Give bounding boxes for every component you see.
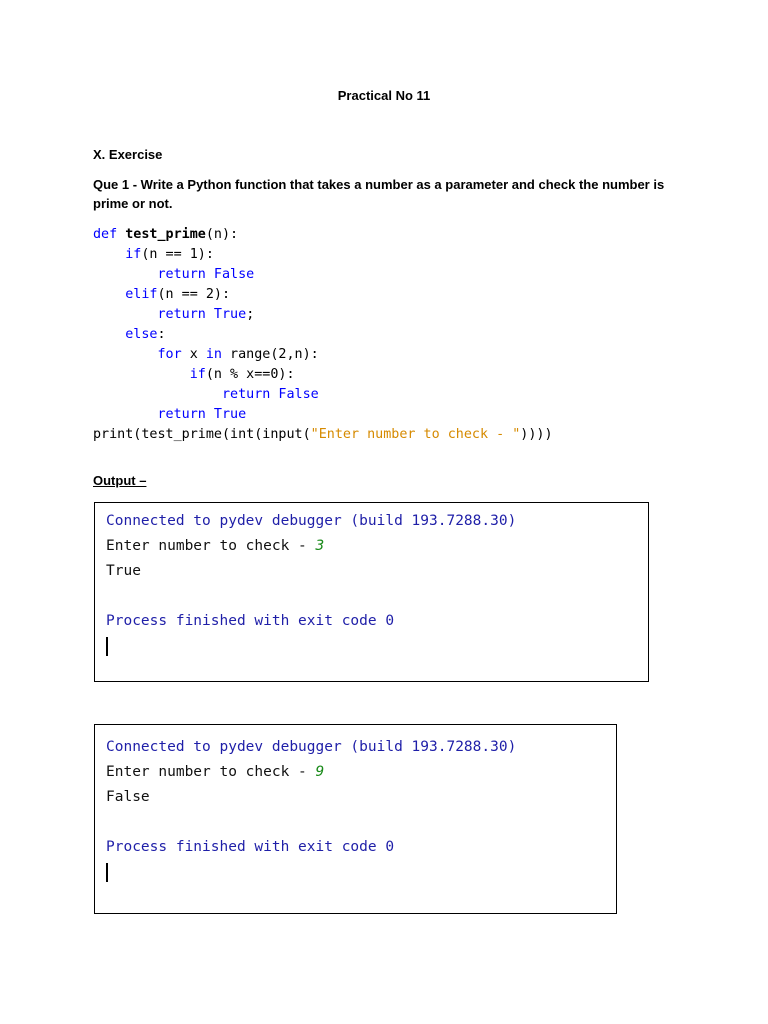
code-text: (n == 1): (141, 247, 214, 262)
code-indent (93, 367, 190, 382)
code-line-6 (93, 325, 553, 345)
code-indent (93, 307, 158, 322)
code-indent (93, 327, 125, 342)
code-indent (93, 287, 125, 302)
code-line-1 (93, 225, 553, 245)
code-indent (93, 267, 158, 282)
console-prompt: Enter number to check - (106, 538, 316, 554)
code-keyword: for (157, 347, 182, 362)
output-label: Output – (93, 473, 147, 488)
console-user-input: 9 (315, 764, 325, 780)
text-cursor (106, 637, 108, 656)
page-title: Practical No 11 (337, 88, 431, 103)
console-result: False (106, 789, 150, 805)
code-line-4 (93, 285, 553, 305)
code-keyword: return False (222, 387, 319, 402)
console-connected-line: Connected to pydev debugger (build 193.7288.30) (106, 739, 517, 755)
code-text: (n == 2): (157, 287, 231, 302)
code-keyword: return True (157, 407, 247, 422)
code-string: "Enter number to check - " (310, 427, 521, 442)
text-cursor (106, 863, 108, 882)
console-prompt-line (106, 538, 324, 554)
code-keyword: if (125, 247, 142, 262)
code-text: (n): (205, 227, 239, 242)
question-text: Que 1 - Write a Python function that takes a number as a parameter and check the number is prime or not. (93, 177, 665, 211)
code-keyword: else (125, 327, 158, 342)
code-keyword: return True (157, 307, 247, 322)
console-finished-line: Process finished with exit code 0 (106, 839, 395, 855)
code-text: (n % x==0): (205, 367, 295, 382)
code-text: print(test_prime(int(input( (93, 427, 311, 442)
console-output-1 (94, 502, 649, 682)
console-result: True (106, 563, 141, 579)
console-user-input: 3 (315, 538, 325, 554)
code-block (93, 225, 553, 445)
code-keyword: elif (125, 287, 158, 302)
code-line-10 (93, 405, 553, 425)
code-line-9 (93, 385, 553, 405)
code-text: )))) (520, 427, 553, 442)
code-text: ; (246, 307, 255, 322)
code-line-7 (93, 345, 553, 365)
code-line-3 (93, 265, 553, 285)
code-text: x (181, 347, 206, 362)
code-line-5 (93, 305, 553, 325)
code-indent (93, 347, 158, 362)
code-keyword: in (205, 347, 222, 362)
code-indent (93, 387, 222, 402)
code-keyword: def (93, 227, 118, 242)
code-text: range(2,n): (222, 347, 319, 362)
console-prompt: Enter number to check - (106, 764, 316, 780)
console-connected-line: Connected to pydev debugger (build 193.7288.30) (106, 513, 517, 529)
section-heading: X. Exercise (93, 147, 163, 162)
code-line-8 (93, 365, 553, 385)
code-indent (93, 247, 125, 262)
code-line-2 (93, 245, 553, 265)
console-finished-line: Process finished with exit code 0 (106, 613, 395, 629)
console-prompt-line (106, 764, 324, 780)
code-indent (93, 407, 158, 422)
code-keyword: if (189, 367, 206, 382)
console-output-2 (94, 724, 617, 914)
code-line-11 (93, 425, 553, 445)
code-text: : (157, 327, 166, 342)
code-keyword: return False (157, 267, 255, 282)
function-name: test_prime (125, 227, 206, 242)
